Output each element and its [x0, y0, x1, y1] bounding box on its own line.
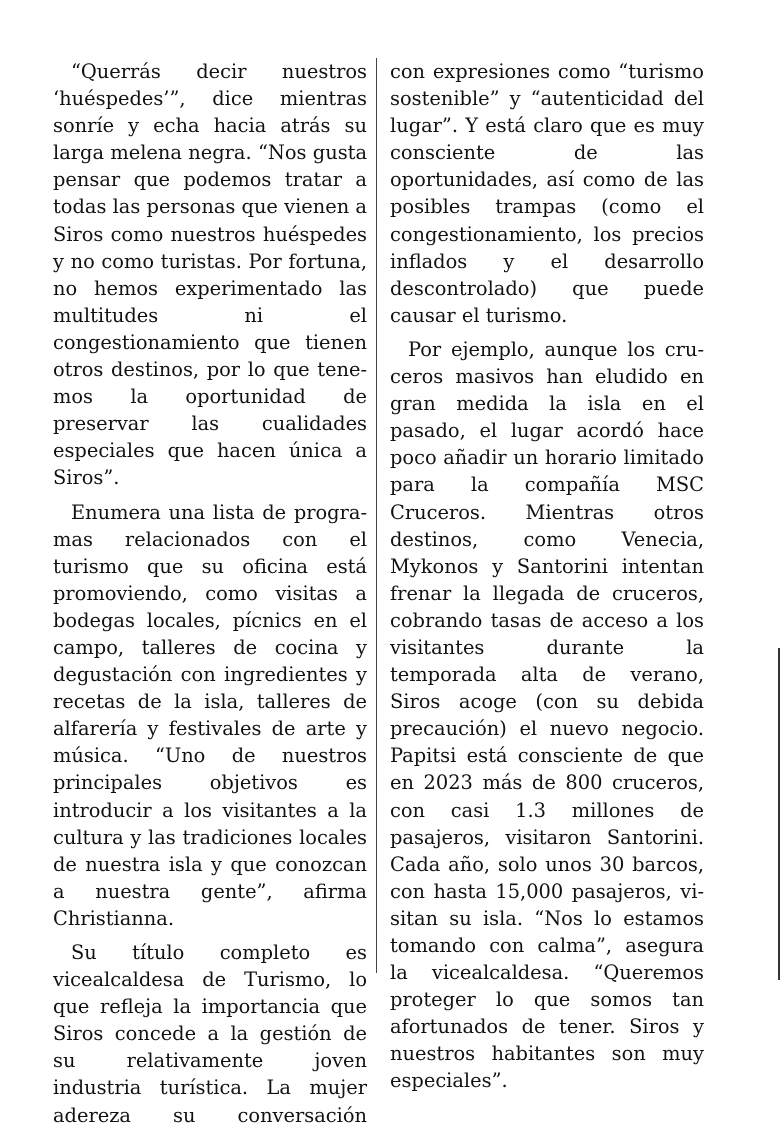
- left-column: [53, 58, 367, 1136]
- paragraph-cruceros: Por ejemplo, aunque los cruceros masivos han eludido en gran medida la isla en el pasado, el lugar acordó hace poco añadir un horario limitado para la compañía MSC Cruceros. Mientras otros destinos, como Venecia, Mykonos y Santorini intentan frenar la llegada de cruceros, cobrando tasas de acceso a los visitantes durante la temporada alta de verano, Siros acoge (con su debida precaución) el nuevo negocio. Papitsi está consciente de que en 2023 más de 800 cruceros, con casi 1.3 millones de pasajeros, visitaron Santorini. Cada año, solo unos 30 barcos, con hasta 15,000 pasajeros, visitan su isla. “Nos lo estamos tomando con calma”, asegura la vicealcaldesa. “Queremos proteger lo que somos tan afortunados de tener. Siros y nuestros habitantes son muy especiales”.: [390, 337, 704, 1093]
- right-column: [390, 58, 704, 1102]
- paragraph-expresiones: con expresiones como “turismo sostenible” y “autenticidad del lugar”. Y está claro que es muy consciente de las oportunidades, así como de las posibles trampas (como el congestionamiento, los precios inflados y el desarrollo descontrolado) que puede causar el turismo.: [390, 60, 704, 327]
- column-divider: [376, 58, 377, 973]
- paragraph-programas: Enumera una lista de programas relacionados con el turismo que su oficina está promoviendo, como visitas a bodegas locales, pícnics en el campo, talleres de cocina y degustación con ingredientes y recetas de la isla, talleres de alfarería y festivales de arte y música. “Uno de nuestros principales objetivos es introducir a los visitantes a la cultura y las tradiciones locales de nuestra isla y que conozcan a nuestra gente”, afirma Christianna.: [53, 500, 367, 930]
- paragraph-titulo: Su título completo es vicealcaldesa de Turismo, lo que refleja la importancia que Siros concede a la gestión de su relativamente joven industria turística. La mujer adereza su conversación: [53, 941, 367, 1127]
- paragraph-huespedes: “Querrás decir nuestros ‘huéspedes’”, dice mientras sonríe y echa hacia atrás su larga melena negra. “Nos gusta pensar que podemos tratar a todas las personas que vienen a Siros como nuestros huéspedes y no como turistas. Por fortuna, no hemos experimentado las multitudes ni el congestionamiento que tienen otros destinos, por lo que tenemos la oportunidad de preservar las cualidades especiales que hacen única a Siros”.: [53, 60, 367, 490]
